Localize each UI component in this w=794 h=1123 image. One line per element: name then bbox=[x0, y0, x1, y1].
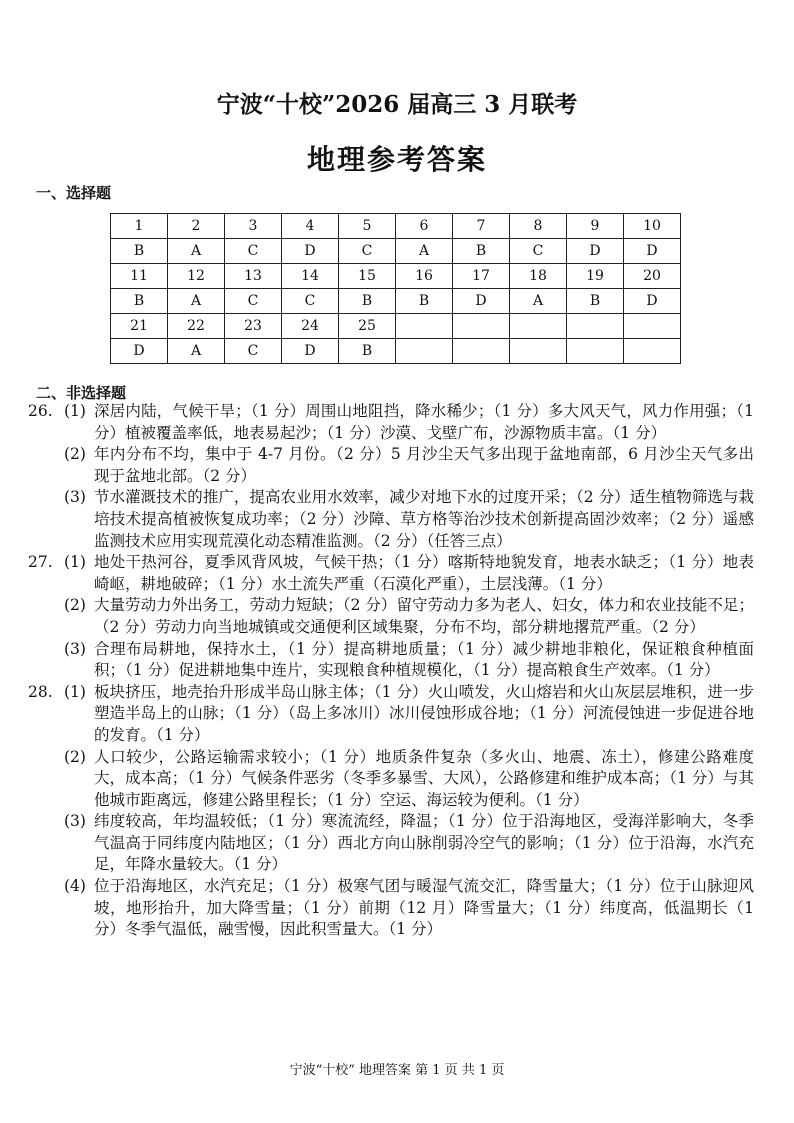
table-row bbox=[111, 239, 681, 264]
item-text: 深居内陆，气候干旱；（1 分）周围山地阻挡，降水稀少；（1 分）多大风天气，风力作用强；（1 分）植被覆盖率低，地表易起沙；（1 分）沙漠、戈壁广布，沙源物质丰富。（1 分） bbox=[94, 402, 754, 442]
question-number-cell: 22 bbox=[168, 314, 225, 339]
answer-table bbox=[110, 213, 681, 364]
question-answer bbox=[28, 552, 754, 682]
question-number-cell: 8 bbox=[510, 214, 567, 239]
answer-item bbox=[64, 444, 754, 487]
question-number-cell: 15 bbox=[339, 264, 396, 289]
item-text: 板块挤压，地壳抬升形成半岛山脉主体；（1 分）火山喷发，火山熔岩和火山灰层层堆积，进一步塑造半岛上的山脉；（1 分）（岛上多冰川）冰川侵蚀形成谷地；（1 分）河流侵蚀进一步促进谷地的发育。（1 分） bbox=[94, 682, 754, 744]
question-number-cell bbox=[396, 314, 453, 339]
answer-item bbox=[64, 595, 754, 638]
answer-item bbox=[64, 811, 754, 876]
answer-cell: D bbox=[624, 289, 681, 314]
answer-cell: C bbox=[510, 239, 567, 264]
table-row bbox=[111, 214, 681, 239]
answer-cell bbox=[624, 339, 681, 364]
answer-item bbox=[64, 401, 754, 444]
question-number-cell bbox=[567, 314, 624, 339]
answer-cell: D bbox=[282, 239, 339, 264]
item-text: 合理布局耕地，保持水土，（1 分）提高耕地质量；（1 分）减少耕地非粮化，保证粮食种植面积；（1 分）促进耕地集中连片，实现粮食种植规模化，（1 分）提高粮食生产效率。（1 分） bbox=[94, 639, 754, 680]
answer-cell: A bbox=[168, 289, 225, 314]
question-number-cell: 19 bbox=[567, 264, 624, 289]
question-number-cell: 3 bbox=[225, 214, 282, 239]
question-number-cell: 21 bbox=[111, 314, 168, 339]
answer-cell: D bbox=[567, 239, 624, 264]
section-nonchoice-heading: 二、非选择题 bbox=[36, 384, 127, 402]
question-number-cell: 4 bbox=[282, 214, 339, 239]
answer-cell: A bbox=[168, 239, 225, 264]
question-number-cell: 17 bbox=[453, 264, 510, 289]
question-number-cell: 23 bbox=[225, 314, 282, 339]
item-label: (3) bbox=[64, 812, 86, 831]
question-number-cell: 18 bbox=[510, 264, 567, 289]
answer-cell: D bbox=[111, 339, 168, 364]
answer-cell: C bbox=[282, 289, 339, 314]
answer-cell: D bbox=[453, 289, 510, 314]
answer-cell: B bbox=[339, 339, 396, 364]
answer-cell: B bbox=[339, 289, 396, 314]
answer-cell: A bbox=[168, 339, 225, 364]
question-number-cell: 1 bbox=[111, 214, 168, 239]
item-text: 人口较少，公路运输需求较小；（1 分）地质条件复杂（多火山、地震、冻土），修建公路难度大，成本高；（1 分）气候条件恶劣（冬季多暴雪、大风），公路修建和维护成本高；（1 分）与其他城市距离远，修建公路里程长；（1 分）空运、海运较为便利。（1 分） bbox=[94, 747, 754, 809]
item-text: 地处干热河谷，夏季风背风坡，气候干热；（1 分）喀斯特地貌发育，地表水缺乏；（1 分）地表崎岖，耕地破碎；（1 分）水土流失严重（石漠化严重），土层浅薄。（1 分） bbox=[94, 553, 754, 593]
answer-cell: A bbox=[396, 239, 453, 264]
question-answer bbox=[28, 682, 754, 941]
item-label: (1) bbox=[64, 402, 86, 420]
question-number-cell: 24 bbox=[282, 314, 339, 339]
question-number: 28. bbox=[28, 682, 53, 701]
answer-cell: D bbox=[624, 239, 681, 264]
question-number-cell: 6 bbox=[396, 214, 453, 239]
item-label: (3) bbox=[64, 488, 86, 507]
question-number-cell: 5 bbox=[339, 214, 396, 239]
question-number-cell bbox=[624, 314, 681, 339]
item-text: 年内分布不均，集中于 4-7 月份。（2 分）5 月沙尘天气多出现于盆地南部，6 月沙尘天气多出现于盆地北部。（2 分） bbox=[94, 445, 754, 485]
answer-cell: C bbox=[225, 339, 282, 364]
question-number-cell: 16 bbox=[396, 264, 453, 289]
question-number-cell: 2 bbox=[168, 214, 225, 239]
question-number-cell: 13 bbox=[225, 264, 282, 289]
answer-cell: B bbox=[111, 289, 168, 314]
answer-item bbox=[64, 552, 754, 595]
answer-item bbox=[64, 639, 754, 682]
answer-cell bbox=[510, 339, 567, 364]
question-number-cell: 9 bbox=[567, 214, 624, 239]
table-row bbox=[111, 314, 681, 339]
question-number-cell: 14 bbox=[282, 264, 339, 289]
answer-cell bbox=[567, 339, 624, 364]
answer-cell: C bbox=[225, 239, 282, 264]
answer-cell bbox=[453, 339, 510, 364]
question-answer bbox=[28, 401, 754, 552]
item-text: 位于沿海地区，水汽充足；（1 分）极寒气团与暖湿气流交汇，降雪量大；（1 分）位于山脉迎风坡，地形抬升，加大降雪量；（1 分）前期（12 月）降雪量大；（1 分）纬度高，低温期长（1 分）冬季气温低，融雪慢，因此积雪量大。（1 分） bbox=[94, 877, 754, 939]
answer-cell: A bbox=[510, 289, 567, 314]
answer-cell: B bbox=[111, 239, 168, 264]
answer-cell: B bbox=[567, 289, 624, 314]
item-label: (4) bbox=[64, 877, 86, 896]
table-row bbox=[111, 264, 681, 289]
item-text: 大量劳动力外出务工，劳动力短缺；（2 分）留守劳动力多为老人、妇女，体力和农业技能不足；（2 分）劳动力向当地城镇或交通便利区域集聚，分布不均，部分耕地撂荒严重。（2 分） bbox=[94, 596, 754, 636]
exam-title: 宁波“十校”2026 届高三 3 月联考 bbox=[216, 91, 578, 118]
answers-section bbox=[28, 401, 754, 941]
question-number-cell: 7 bbox=[453, 214, 510, 239]
table-row bbox=[111, 289, 681, 314]
answer-cell: D bbox=[282, 339, 339, 364]
answer-cell bbox=[396, 339, 453, 364]
item-label: (1) bbox=[64, 682, 86, 701]
item-label: (2) bbox=[64, 747, 86, 766]
document-subtitle: 地理参考答案 bbox=[306, 143, 487, 176]
question-number-cell: 20 bbox=[624, 264, 681, 289]
item-label: (2) bbox=[64, 445, 86, 464]
question-number-cell: 10 bbox=[624, 214, 681, 239]
answer-cell: B bbox=[453, 239, 510, 264]
question-number-cell: 11 bbox=[111, 264, 168, 289]
item-label: (2) bbox=[64, 596, 86, 615]
item-text: 纬度较高，年均温较低；（1 分）寒流流经，降温；（1 分）位于沿海地区，受海洋影响大，冬季气温高于同纬度内陆地区；（1 分）西北方向山脉削弱冷空气的影响；（1 分）位于沿海，水汽充足，年降水量较大。（1 分） bbox=[94, 812, 754, 874]
question-number-cell bbox=[453, 314, 510, 339]
table-row bbox=[111, 339, 681, 364]
question-number-cell bbox=[510, 314, 567, 339]
answer-item bbox=[64, 682, 754, 747]
question-number: 27. bbox=[28, 553, 53, 572]
question-number-cell: 25 bbox=[339, 314, 396, 339]
answer-item bbox=[64, 747, 754, 812]
question-number-cell: 12 bbox=[168, 264, 225, 289]
item-text: 节水灌溉技术的推广，提高农业用水效率，减少对地下水的过度开采；（2 分）适生植物筛选与栽培技术提高植被恢复成功率；（2 分）沙障、草方格等治沙技术创新提高固沙效率；（2 分）遥感监测技术应用实现荒漠化动态精准监测。（2 分）（任答三点） bbox=[94, 488, 754, 550]
question-number: 26. bbox=[28, 402, 53, 420]
answer-cell: C bbox=[339, 239, 396, 264]
answer-item bbox=[64, 487, 754, 552]
item-label: (1) bbox=[64, 553, 86, 572]
item-label: (3) bbox=[64, 639, 86, 658]
answer-item bbox=[64, 876, 754, 941]
answer-cell: C bbox=[225, 289, 282, 314]
page-footer: 宁波“十校” 地理答案 第 1 页 共 1 页 bbox=[289, 1063, 505, 1078]
section-choice-heading: 一、选择题 bbox=[36, 184, 112, 202]
answer-cell: B bbox=[396, 289, 453, 314]
